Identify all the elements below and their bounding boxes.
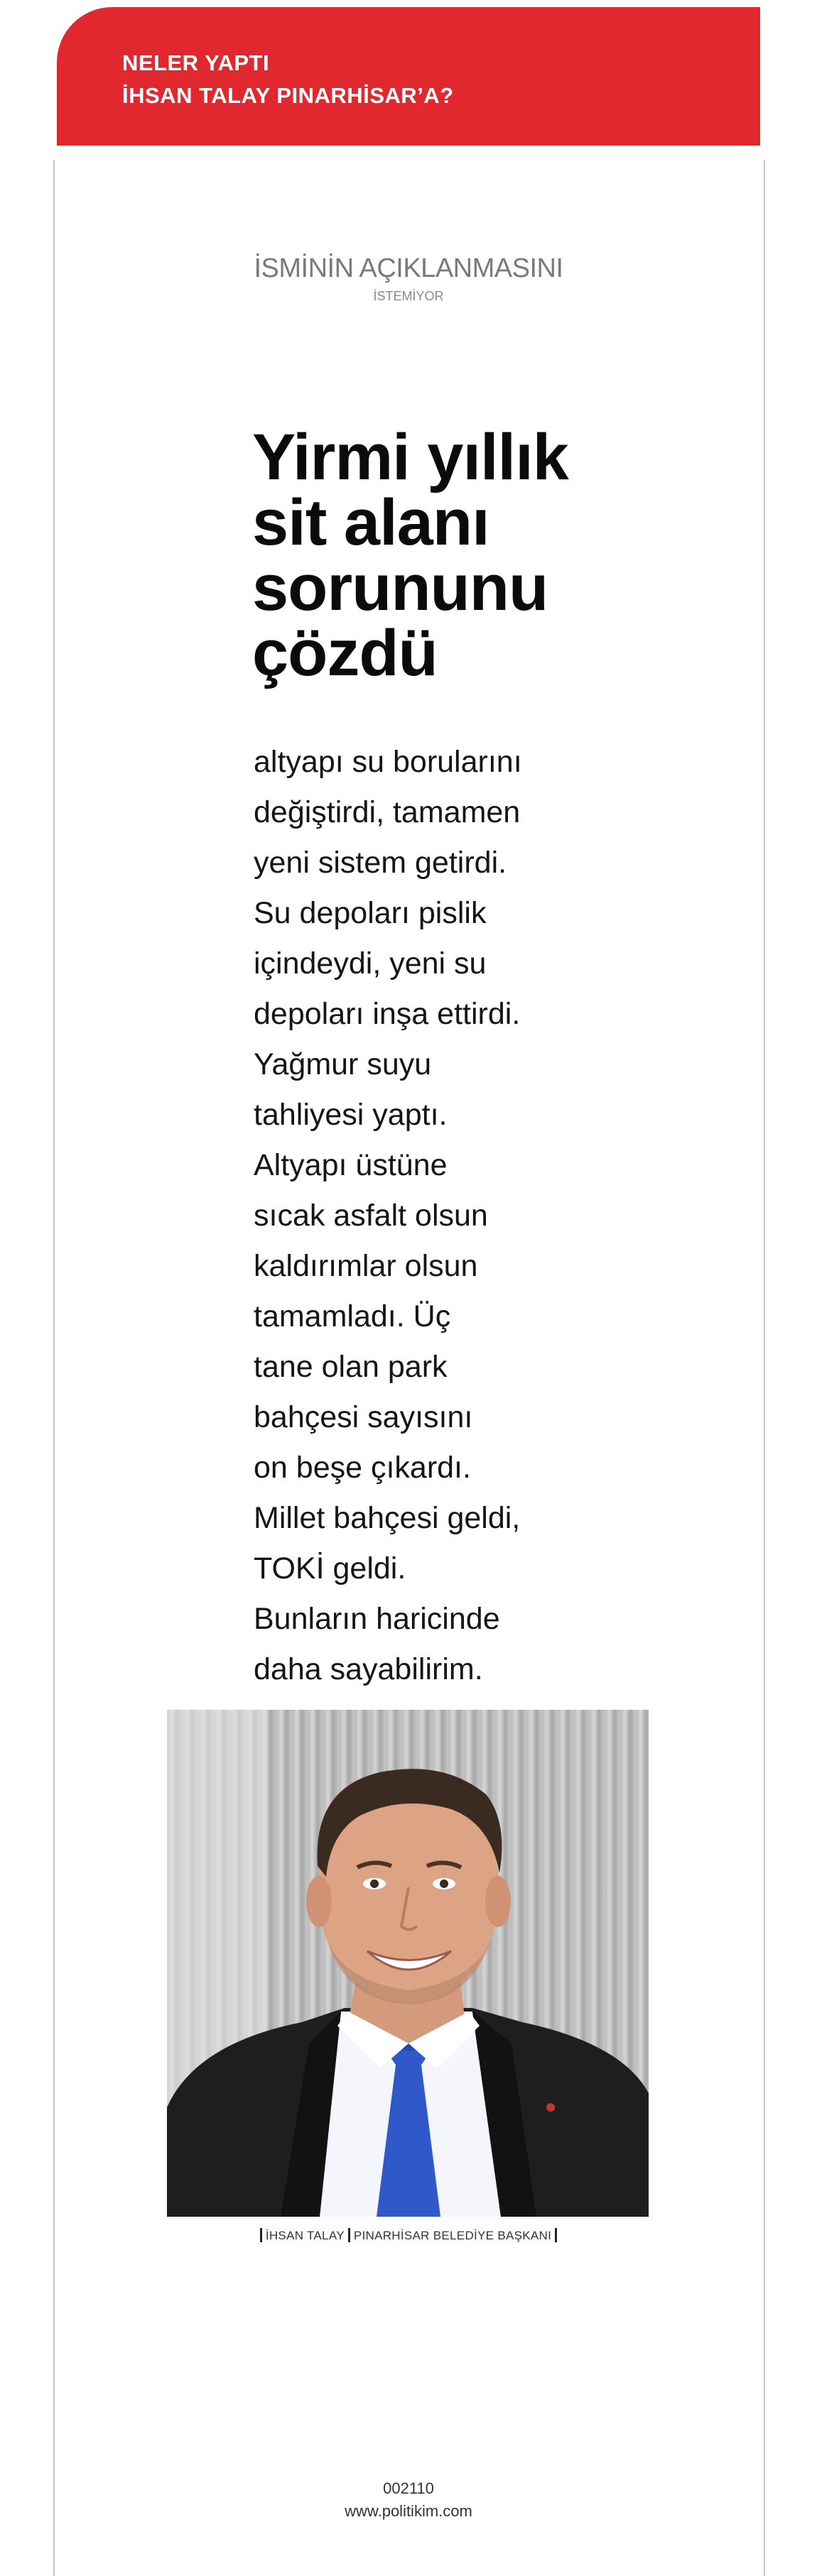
portrait-illustration: [167, 1710, 649, 2217]
caption-separator: [260, 2228, 262, 2242]
body-line: kaldırımlar olsun: [254, 1249, 478, 1283]
body-line: altyapı su borularını: [254, 745, 522, 779]
headline-line: çözdü: [252, 617, 438, 689]
headline: [252, 421, 622, 689]
header-banner: [57, 7, 760, 146]
body-line: Bunların haricinde: [254, 1602, 500, 1636]
footer-url-link[interactable]: www.politikim.com: [345, 2502, 472, 2520]
body-line: Su depoları pislik: [254, 896, 487, 930]
kicker: [0, 253, 817, 305]
banner-line-1: NELER YAPTI: [122, 50, 270, 75]
body-line: içindeydi, yeni su: [254, 946, 487, 981]
body-line: TOKİ geldi.: [254, 1551, 406, 1586]
body-line: Millet bahçesi geldi,: [254, 1501, 521, 1535]
quote-body: [254, 737, 552, 1695]
photo-caption: [0, 2228, 817, 2243]
right-border-line: [764, 160, 765, 2576]
kicker-sub: İSTEMİYOR: [373, 289, 444, 303]
body-line: yeni sistem getirdi.: [254, 846, 507, 880]
caption-name: İHSAN TALAY: [265, 2229, 345, 2242]
body-line: bahçesi sayısını: [254, 1400, 473, 1434]
body-line: depoları inşa ettirdi.: [254, 997, 521, 1031]
body-line: on beşe çıkardı.: [254, 1451, 471, 1485]
body-line: tane olan park: [254, 1350, 448, 1384]
headline-line: sit alanı: [252, 486, 489, 559]
banner-line-2: İHSAN TALAY PINARHİSAR’A?: [122, 83, 454, 108]
portrait-photo: [167, 1710, 649, 2217]
caption-separator: [555, 2228, 557, 2242]
body-line: daha sayabilirim.: [254, 1652, 483, 1686]
headline-line: Yirmi yıllık: [252, 421, 568, 493]
body-line: tamamladı. Üç: [254, 1299, 451, 1333]
left-border-line: [53, 160, 55, 2576]
body-line: sıcak asfalt olsun: [254, 1199, 488, 1233]
caption-title: PINARHİSAR BELEDİYE BAŞKANI: [353, 2229, 552, 2242]
body-line: tahliyesi yaptı.: [254, 1098, 448, 1132]
kicker-main: İSMİNİN AÇIKLANMASINI: [254, 253, 563, 283]
footer: [0, 2478, 817, 2523]
headline-line: sorununu: [252, 552, 548, 624]
caption-separator: [348, 2228, 350, 2242]
footer-code: 002110: [383, 2479, 434, 2497]
body-line: Altyapı üstüne: [254, 1148, 448, 1182]
body-line: değiştirdi, tamamen: [254, 795, 521, 829]
body-line: Yağmur suyu: [254, 1047, 432, 1081]
